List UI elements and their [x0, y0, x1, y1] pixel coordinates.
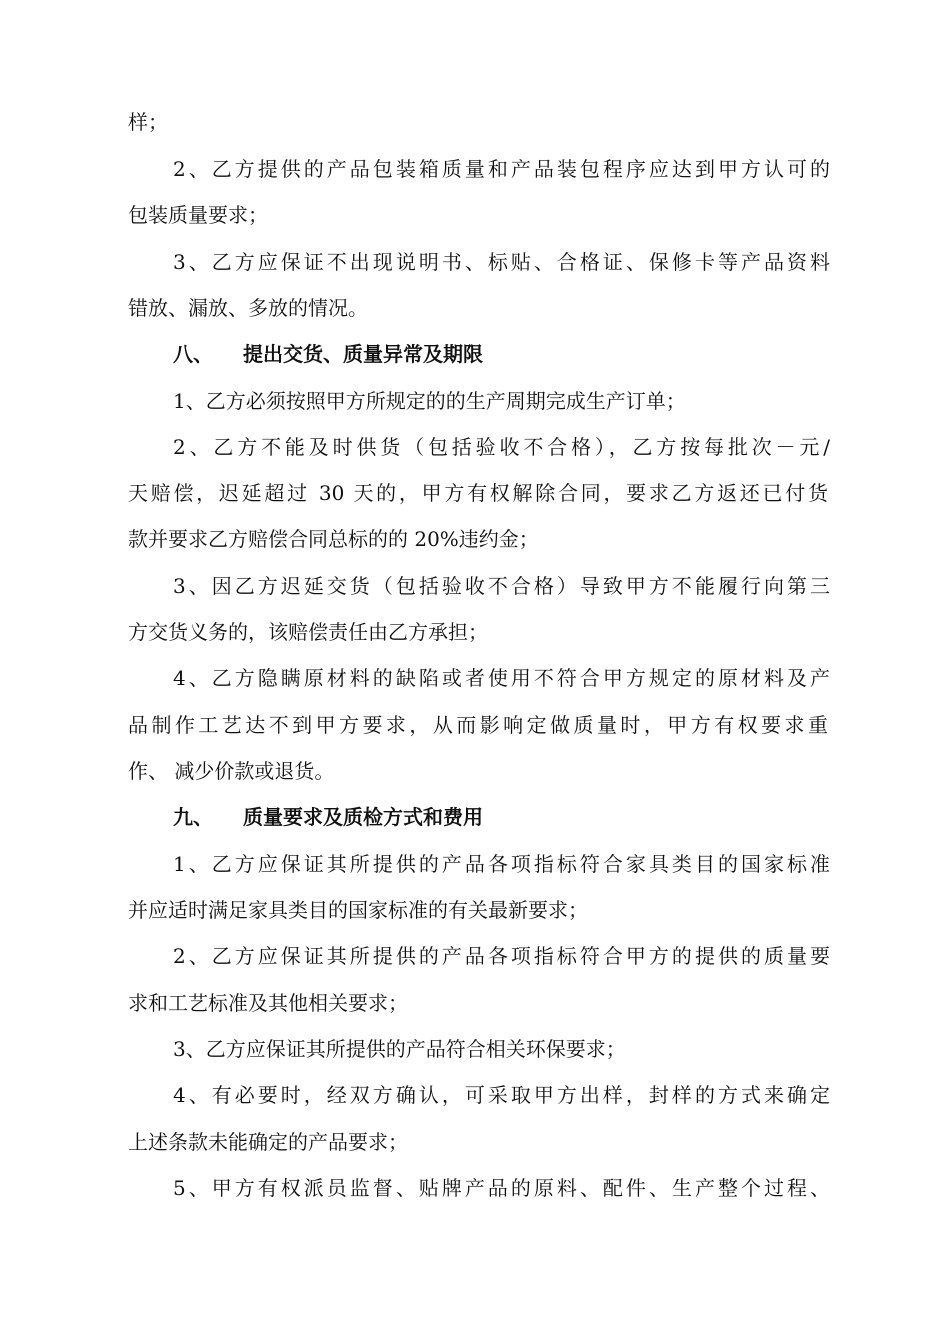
- text-line: 天赔偿，迟延超过 30 天的，甲方有权解除合同，要求乙方返还已付货: [128, 481, 828, 505]
- text-line: 3、因乙方迟延交货（包括验收不合格）导致甲方不能履行向第三: [173, 574, 830, 598]
- text-line: 款并要求乙方赔偿合同总标的的 20%违约金；: [128, 527, 539, 551]
- text-line: 1、乙方必须按照甲方所规定的的生产周期完成生产订单；: [173, 389, 686, 413]
- section-title: 提出交货、质量异常及期限: [243, 342, 483, 366]
- text-line: 3、乙方应保证不出现说明书、标贴、合格证、保修卡等产品资料: [173, 250, 830, 274]
- text-line: 求和工艺标准及其他相关要求；: [128, 991, 408, 1015]
- text-line: 2、乙方不能及时供货（包括验收不合格），乙方按每批次－元/: [173, 435, 830, 459]
- section-heading-8: [173, 342, 873, 366]
- text-line: 4、有必要时，经双方确认，可采取甲方出样，封样的方式来确定: [173, 1083, 830, 1107]
- text-line: 作、 减少价款或退货。: [128, 759, 335, 783]
- section-number: 八、: [173, 342, 213, 366]
- section-title: 质量要求及质检方式和费用: [243, 805, 483, 829]
- section-number: 九、: [173, 805, 213, 829]
- text-line: 2、乙方提供的产品包装箱质量和产品装包程序应达到甲方认可的: [173, 157, 830, 181]
- text-line: 包装质量要求；: [128, 203, 268, 227]
- text-line: 2、乙方应保证其所提供的产品各项指标符合甲方的提供的质量要: [173, 944, 830, 968]
- text-line: 并应适时满足家具类目的国家标准的有关最新要求；: [128, 898, 588, 922]
- text-line: 错放、漏放、多放的情况。: [128, 296, 368, 320]
- text-line: 5、甲方有权派员监督、贴牌产品的原料、配件、生产整个过程、: [173, 1176, 830, 1200]
- text-line: 1、乙方应保证其所提供的产品各项指标符合家具类目的国家标准: [173, 852, 830, 876]
- section-heading-9: [173, 805, 873, 829]
- text-line: 方交货义务的，该赔偿责任由乙方承担；: [128, 620, 488, 644]
- text-line: 品制作工艺达不到甲方要求，从而影响定做质量时，甲方有权要求重: [128, 713, 828, 737]
- text-line: 4、乙方隐瞒原材料的缺陷或者使用不符合甲方规定的原材料及产: [173, 666, 830, 690]
- text-line: 上述条款未能确定的产品要求；: [128, 1130, 408, 1154]
- text-line: 3、乙方应保证其所提供的产品符合相关环保要求；: [173, 1037, 626, 1061]
- text-line: 样；: [128, 110, 168, 134]
